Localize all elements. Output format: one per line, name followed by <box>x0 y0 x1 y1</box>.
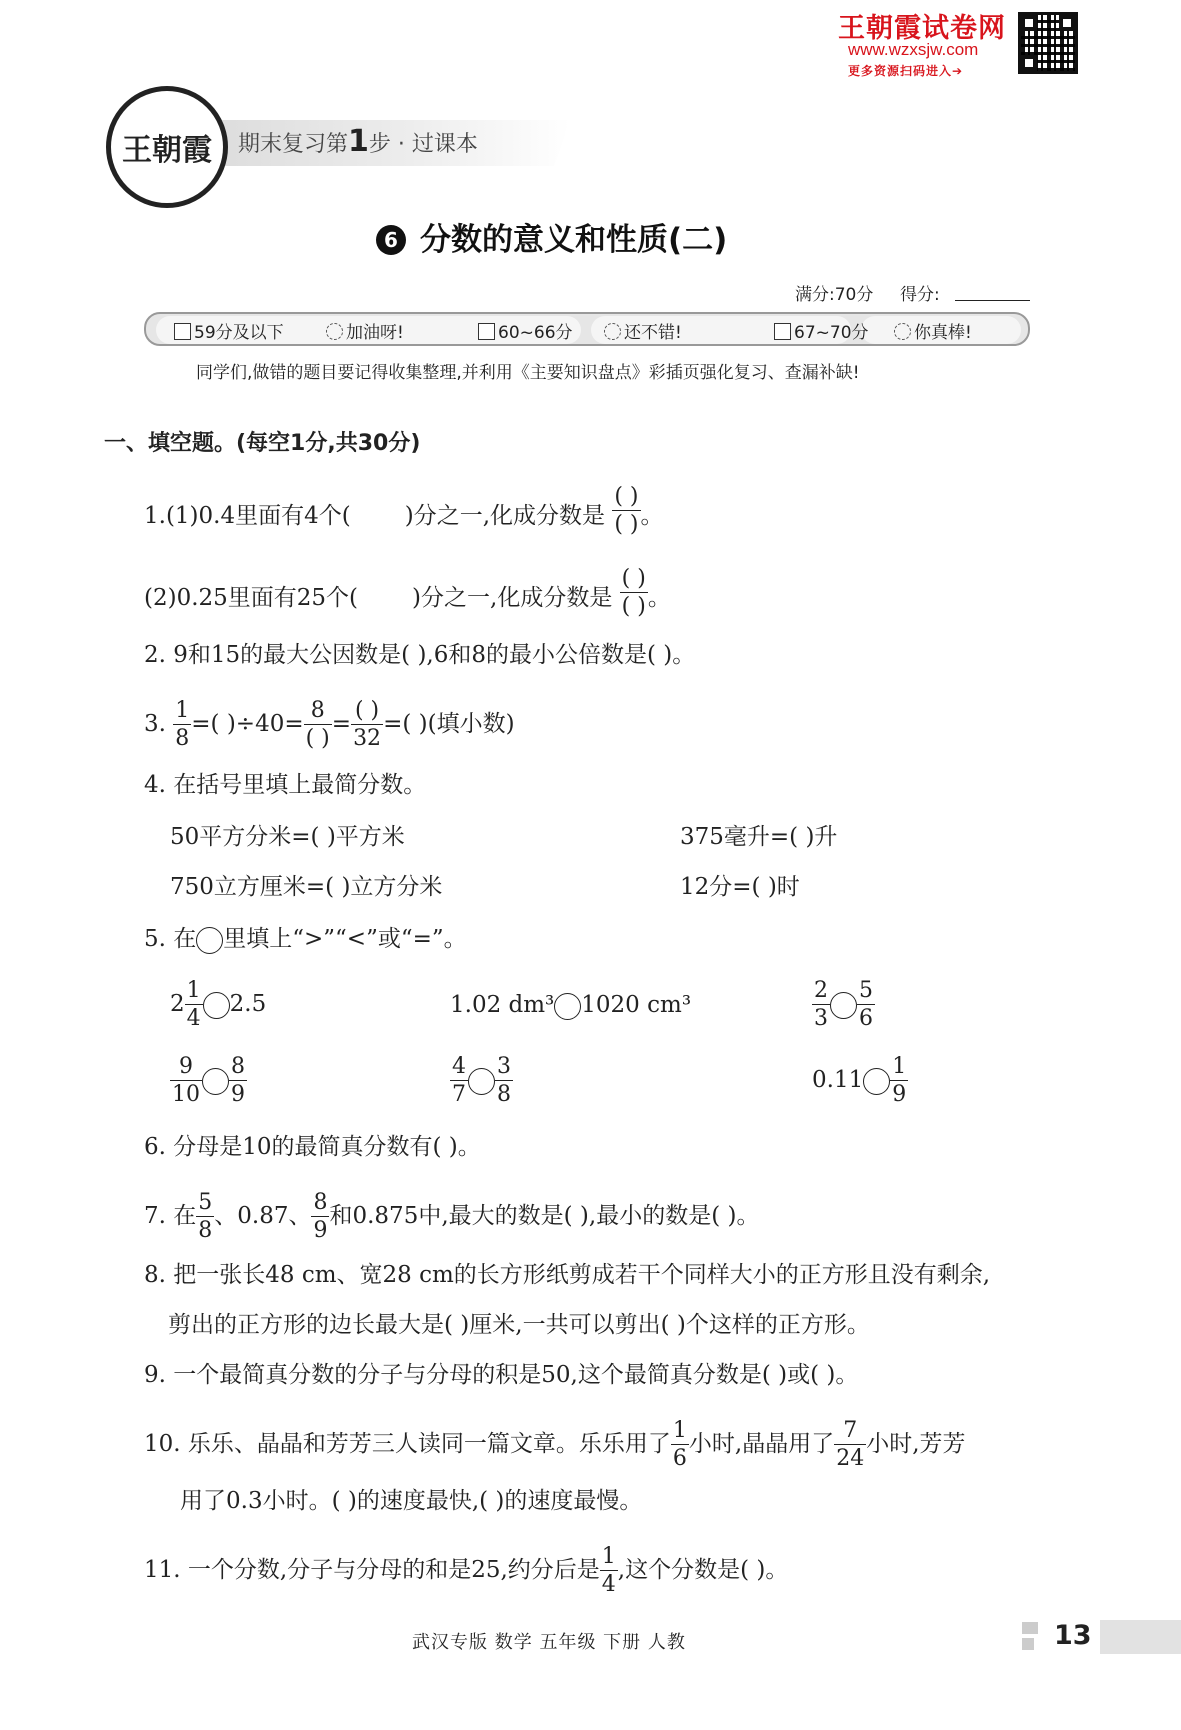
compare-5: $\frac{4}{7}$ $\frac{3}{8}$ <box>452 1054 511 1107</box>
question-8: 8. 把一张长48 cm、宽28 cm的长方形纸剪成若干个同样大小的正方形且没有剩余, <box>144 1262 991 1288</box>
question-3: 3. $\frac{1}{8}$ =( )÷40= $\frac{8}{( )}$ = $\frac{( )}{32}$ =( )(填小数) <box>144 698 515 751</box>
question-10-line2: 用了0.3小时。( )的速度最快,( )的速度最慢。 <box>180 1488 643 1514</box>
full-score: 满分:70分 <box>795 285 874 305</box>
rating-item[interactable]: 59分及以下 <box>174 318 284 343</box>
smiley-icon <box>894 323 911 340</box>
rating-item[interactable]: 67~70分 <box>774 318 869 343</box>
compare-6: 0.11 $\frac{1}{9}$ <box>812 1054 907 1107</box>
page-number: 13 <box>1054 1620 1092 1651</box>
question-4c: 750立方厘米=( )立方分米 <box>170 874 443 900</box>
smiley-icon <box>604 323 621 340</box>
compare-circle[interactable] <box>202 1068 229 1095</box>
qr-code-icon[interactable] <box>1018 12 1078 74</box>
brand-name: 王朝霞试卷网 <box>838 13 1006 44</box>
compare-circle[interactable] <box>863 1068 890 1095</box>
question-5: 5. 在 里填上“>”“<”或“=”。 <box>144 926 467 952</box>
rating-comment: 还不错! <box>604 318 682 343</box>
logo: 王朝霞 <box>106 86 228 208</box>
compare-circle[interactable] <box>468 1068 495 1095</box>
question-8-line2: 剪出的正方形的边长最大是( )厘米,一共可以剪出( )个这样的正方形。 <box>168 1312 870 1338</box>
page-number-strip <box>1100 1620 1181 1654</box>
page-marker <box>1022 1638 1034 1650</box>
question-4b: 375毫升=( )升 <box>680 824 838 850</box>
question-10: 10. 乐乐、晶晶和芳芳三人读同一篇文章。乐乐用了 $\frac{1}{6}$ 小时,晶晶用了 $\frac{7}{24}$ 小时,芳芳 <box>144 1418 966 1471</box>
compare-circle[interactable] <box>196 927 223 954</box>
question-7: 7. 在 $\frac{5}{8}$ 、0.87、 $\frac{8}{9}$ 和0.875中,最大的数是( ),最小的数是( )。 <box>144 1190 760 1243</box>
compare-3: $\frac{2}{3}$ $\frac{5}{6}$ <box>814 978 873 1031</box>
brand-url: www.wzxsjw.com <box>848 40 979 59</box>
compare-4: $\frac{9}{10}$ $\frac{8}{9}$ <box>172 1054 245 1107</box>
question-1b: (2)0.25里面有25个( )分之一,化成分数是 $\frac{( )}{( )}$ 。 <box>144 566 671 619</box>
rating-comment: 加油呀! <box>326 318 404 343</box>
question-2: 2. 9和15的最大公因数是( ),6和8的最小公倍数是( )。 <box>144 642 696 668</box>
checkbox-icon <box>774 323 791 340</box>
banner-text: 期末复习第1步 · 过课本 <box>238 124 478 159</box>
page-marker <box>1022 1622 1038 1634</box>
page-title: 6 分数的意义和性质(二) <box>376 214 727 259</box>
question-1a: 1.(1)0.4里面有4个( )分之一,化成分数是 $\frac{( )}{( )}$ 。 <box>144 484 664 537</box>
smiley-icon <box>326 323 343 340</box>
rating-comment: 你真棒! <box>894 318 972 343</box>
title-number-badge: 6 <box>376 225 406 255</box>
notice-text: 同学们,做错的题目要记得收集整理,并利用《主要知识盘点》彩插页强化复习、查漏补缺! <box>196 363 860 383</box>
compare-1: 2 $\frac{1}{4}$ 2.5 <box>170 978 267 1031</box>
question-9: 9. 一个最简真分数的分子与分母的积是50,这个最简真分数是( )或( )。 <box>144 1362 859 1388</box>
compare-2: 1.02 dm³ 1020 cm³ <box>450 992 692 1018</box>
question-4: 4. 在括号里填上最简分数。 <box>144 772 427 798</box>
score-blank[interactable] <box>955 300 1030 301</box>
checkbox-icon <box>478 323 495 340</box>
scan-hint: 更多资源扫码进入➔ <box>848 64 964 78</box>
section-heading: 一、填空题。(每空1分,共30分) <box>104 431 421 456</box>
checkbox-icon <box>174 323 191 340</box>
score-label: 得分: <box>900 285 940 305</box>
rating-item[interactable]: 60~66分 <box>478 318 573 343</box>
compare-circle[interactable] <box>554 993 581 1020</box>
footer-edition: 武汉专版 数学 五年级 下册 人教 <box>412 1632 686 1653</box>
compare-circle[interactable] <box>203 992 230 1019</box>
question-11: 11. 一个分数,分子与分母的和是25,约分后是 $\frac{1}{4}$ ,这个分数是( )。 <box>144 1544 789 1597</box>
compare-circle[interactable] <box>830 992 857 1019</box>
question-4d: 12分=( )时 <box>680 874 800 900</box>
question-6: 6. 分母是10的最简真分数有( )。 <box>144 1134 481 1160</box>
question-4a: 50平方分米=( )平方米 <box>170 824 405 850</box>
